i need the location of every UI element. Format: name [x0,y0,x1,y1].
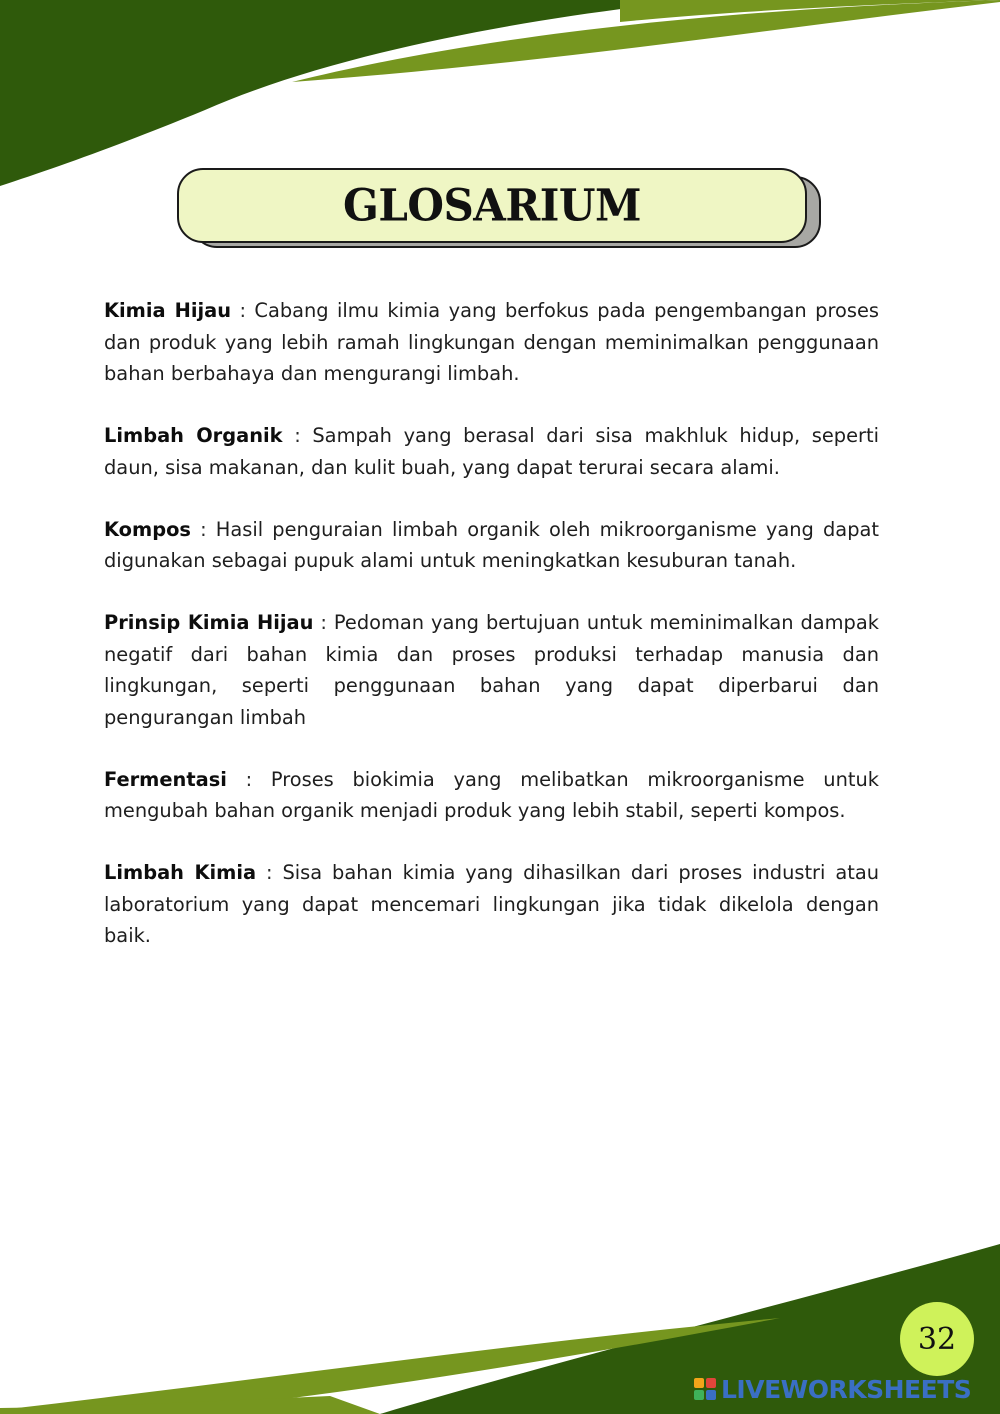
liveworksheets-watermark [694,1376,971,1402]
glossary-entry-fermentasi [104,764,879,827]
glossary-separator: : [282,424,313,447]
glossary-separator: : [231,299,255,322]
watermark-text: LIVEWORKSHEETS [721,1374,972,1404]
glossary-definition: Proses biokimia yang melibatkan mikroorganisme untuk mengubah bahan organik menjadi produk yang lebih stabil, seperti kompos. [104,767,879,822]
glossary-entry-kimia-hijau [104,295,879,390]
glossary-definition: Hasil penguraian limbah organik oleh mikroorganisme yang dapat digunakan sebagai pupuk alami untuk meningkatkan kesuburan tanah. [104,517,879,572]
glossary-list [104,295,879,982]
title-box [177,168,807,243]
glossary-separator: : [226,767,271,791]
glossary-term: Fermentasi [104,767,227,791]
glossary-separator: : [313,611,334,634]
page-number: 32 [917,1321,957,1357]
glossary-separator: : [190,517,216,541]
glossary-entry-limbah-organik [104,420,879,483]
page-number-badge [900,1302,974,1376]
glossary-definition: Sampah yang berasal dari sisa makhluk hidup, seperti daun, sisa makanan, dan kulit buah, yang dapat terurai secara alami. [104,424,879,479]
glossary-definition: Cabang ilmu kimia yang berfokus pada pengembangan proses dan produk yang lebih ramah lingkungan dengan meminimalkan penggunaan bahan berbahaya dan mengurangi limbah. [104,299,879,385]
glossary-definition: Sisa bahan kimia yang dihasilkan dari proses industri atau laboratorium yang dapat mencemari lingkungan jika tidak dikelola dengan baik. [104,861,879,947]
glossary-term: Prinsip Kimia Hijau [104,611,314,634]
page-title: GLOSARIUM [342,179,642,232]
glossary-separator: : [256,861,283,884]
glossary-entry-prinsip-kimia-hijau [104,607,879,733]
glossary-definition: Pedoman yang bertujuan untuk meminimalkan dampak negatif dari bahan kimia dan proses produksi terhadap manusia dan lingkungan, seperti penggunaan bahan yang dapat diperbarui dan pengurangan limbah [104,611,879,729]
title-banner [177,168,822,250]
glossary-term: Limbah Organik [104,424,283,447]
glossary-entry-kompos [104,514,879,577]
glossary-term: Kompos [104,517,191,541]
glossary-entry-limbah-kimia [104,857,879,952]
liveworksheets-logo-icon [694,1378,716,1400]
glossary-term: Kimia Hijau [104,299,232,322]
glossary-term: Limbah Kimia [104,861,257,884]
